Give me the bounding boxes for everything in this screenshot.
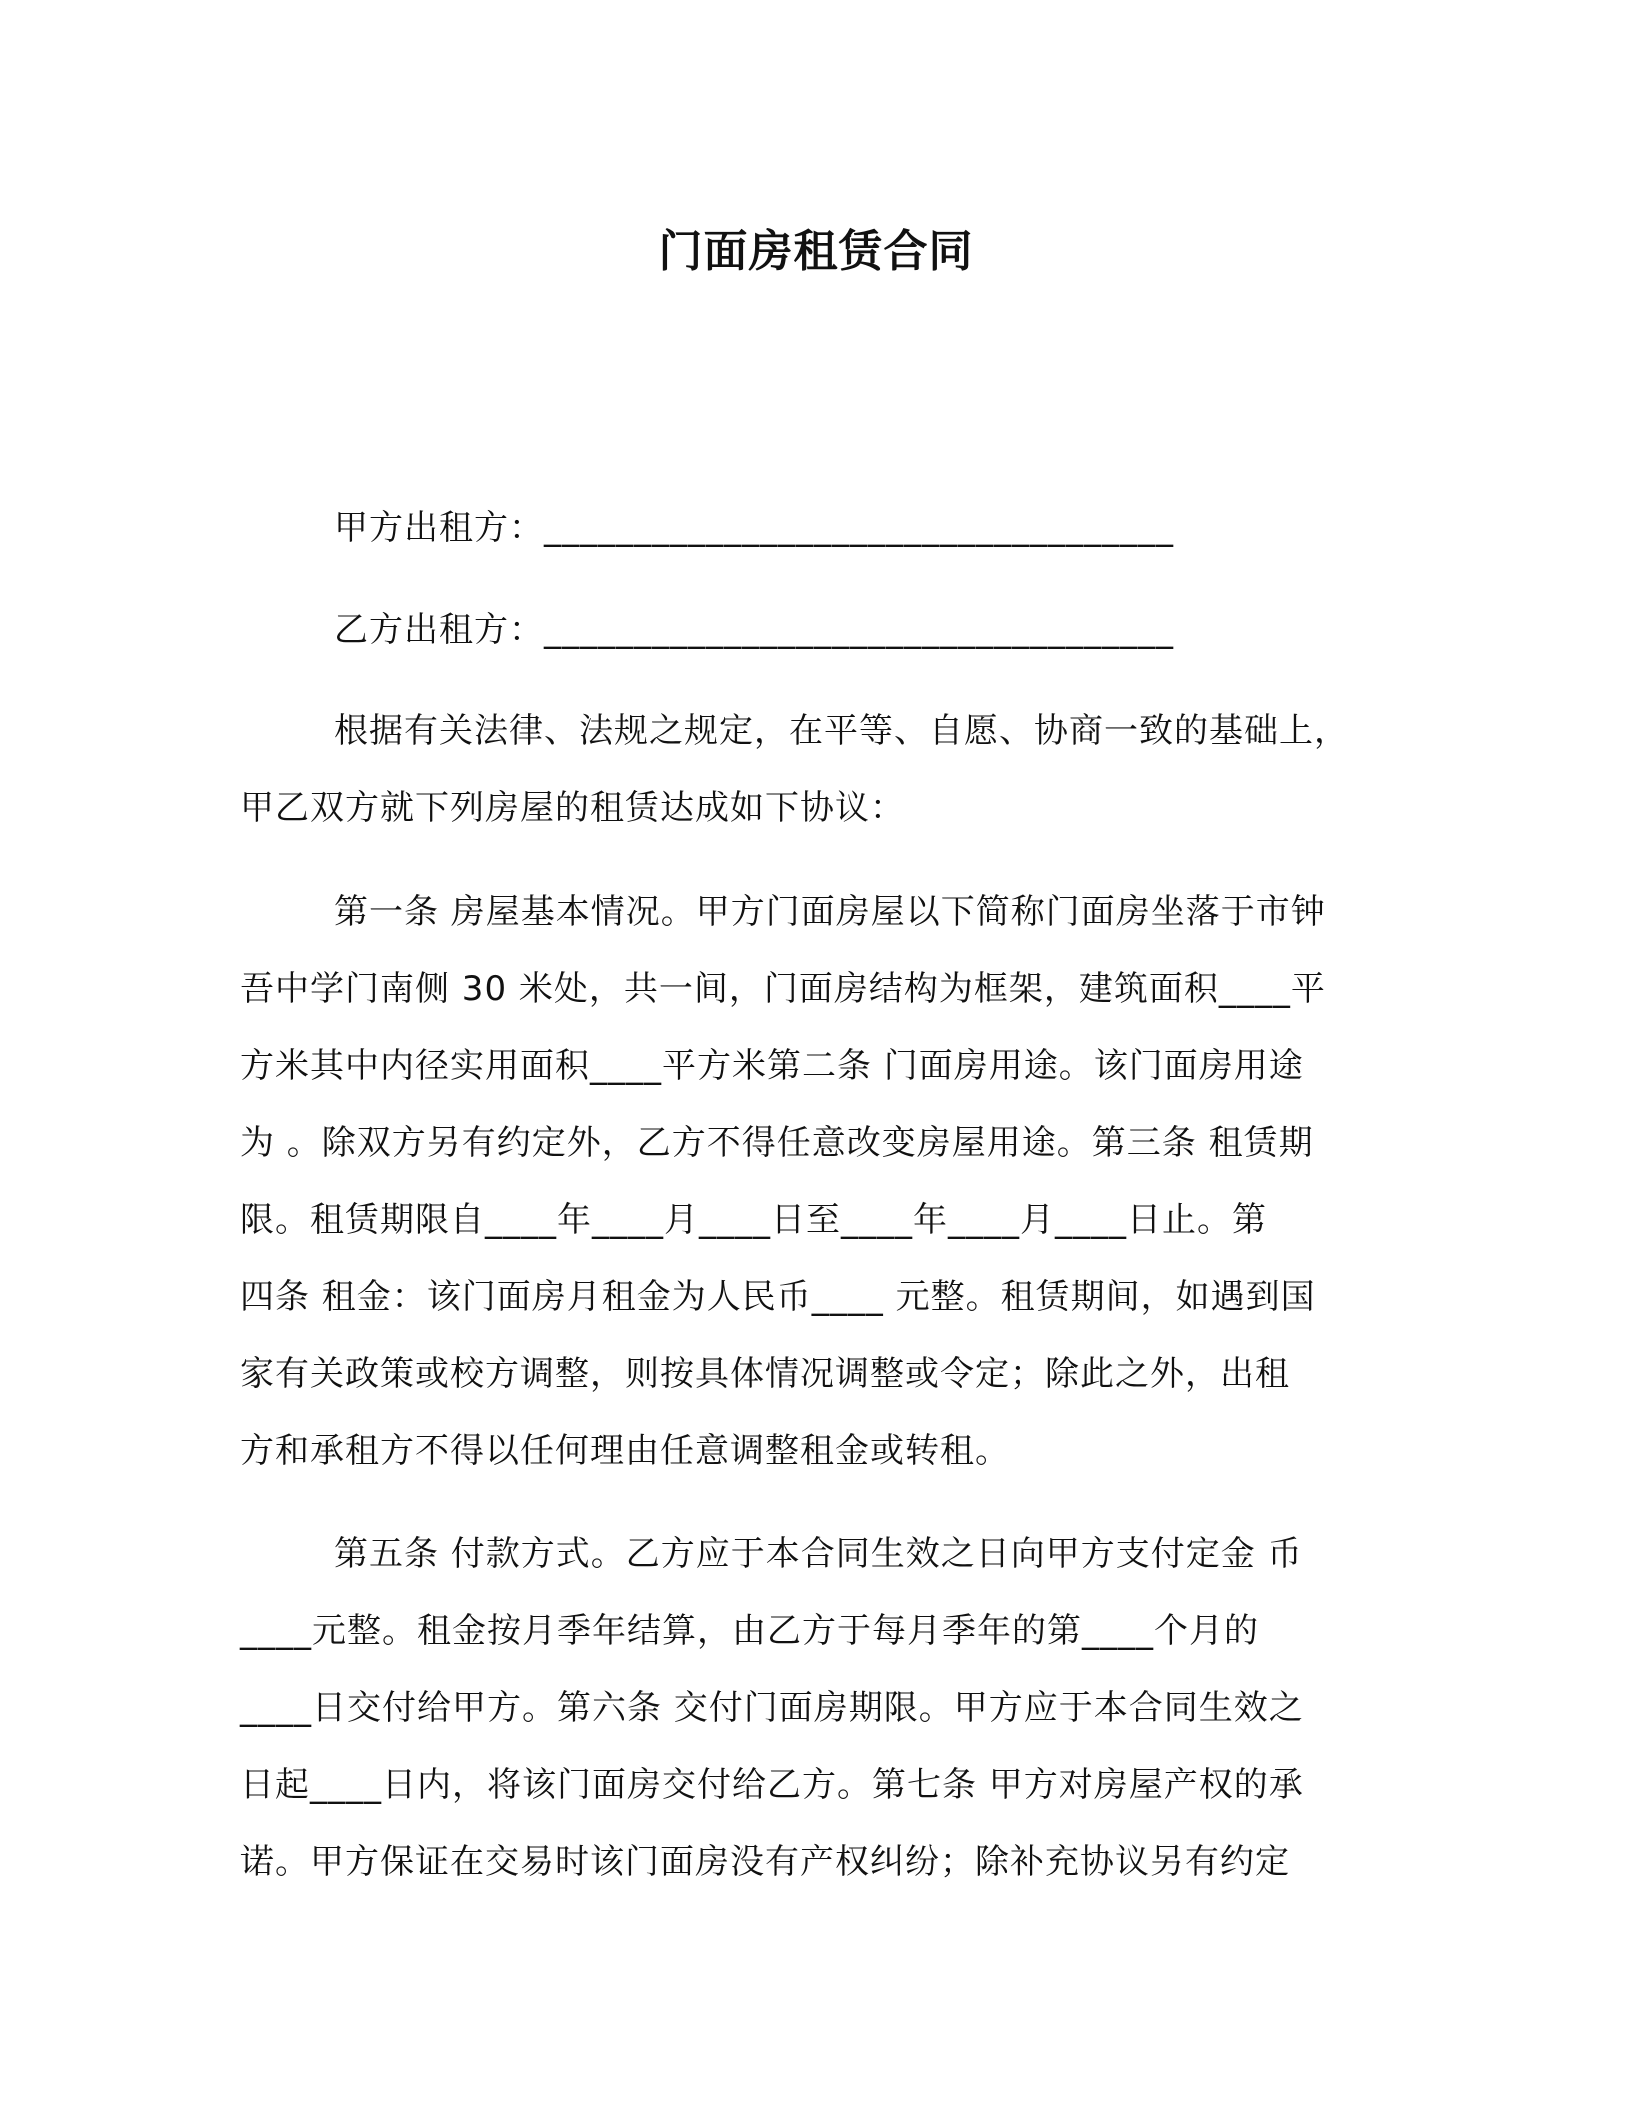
article-1-paragraph: [240, 874, 1400, 1490]
document-title: 门面房租赁合同: [658, 226, 974, 277]
party-b-line: 乙方出租方：___________________________________: [334, 610, 1174, 650]
paragraph-line: 根据有关法律、法规之规定，在平等、自愿、协商一致的基础上，: [334, 711, 1349, 751]
paragraph-line: 第一条 房屋基本情况。甲方门面房屋以下简称门面房坐落于市钟: [334, 892, 1326, 932]
paragraph-line: 家有关政策或校方调整，则按具体情况调整或令定；除此之外，出租: [240, 1354, 1290, 1394]
paragraph-line: ____元整。租金按月季年结算，由乙方于每月季年的第____个月的: [240, 1611, 1259, 1651]
paragraph-line: 第五条 付款方式。乙方应于本合同生效之日向甲方支付定金 币: [334, 1534, 1303, 1574]
paragraph-line: 方米其中内径实用面积____平方米第二条 门面房用途。该门面房用途: [240, 1046, 1304, 1086]
paragraph-line: 甲乙双方就下列房屋的租赁达成如下协议：: [240, 788, 905, 828]
paragraph-line: 四条 租金：该门面房月租金为人民币____ 元整。租赁期间，如遇到国: [240, 1277, 1316, 1317]
paragraph-line: 方和承租方不得以任何理由任意调整租金或转租。: [240, 1431, 1010, 1471]
article-5-paragraph: [240, 1516, 1400, 1901]
paragraph-line: ____日交付给甲方。第六条 交付门面房期限。甲方应于本合同生效之: [240, 1688, 1304, 1728]
paragraph-line: 日起____日内，将该门面房交付给乙方。第七条 甲方对房屋产权的承: [240, 1765, 1304, 1805]
paragraph-line: 限。租赁期限自____年____月____日至____年____月____日止。第: [240, 1200, 1267, 1240]
intro-paragraph: [240, 693, 1400, 847]
party-a-line: 甲方出租方：___________________________________: [334, 508, 1174, 548]
paragraph-line: 吾中学门南侧 30 米处，共一间，门面房结构为框架，建筑面积____平: [240, 969, 1326, 1009]
paragraph-line: 诺。甲方保证在交易时该门面房没有产权纠纷；除补充协议另有约定: [240, 1842, 1290, 1882]
paragraph-line: 为 。除双方另有约定外，乙方不得任意改变房屋用途。第三条 租赁期: [240, 1123, 1314, 1163]
